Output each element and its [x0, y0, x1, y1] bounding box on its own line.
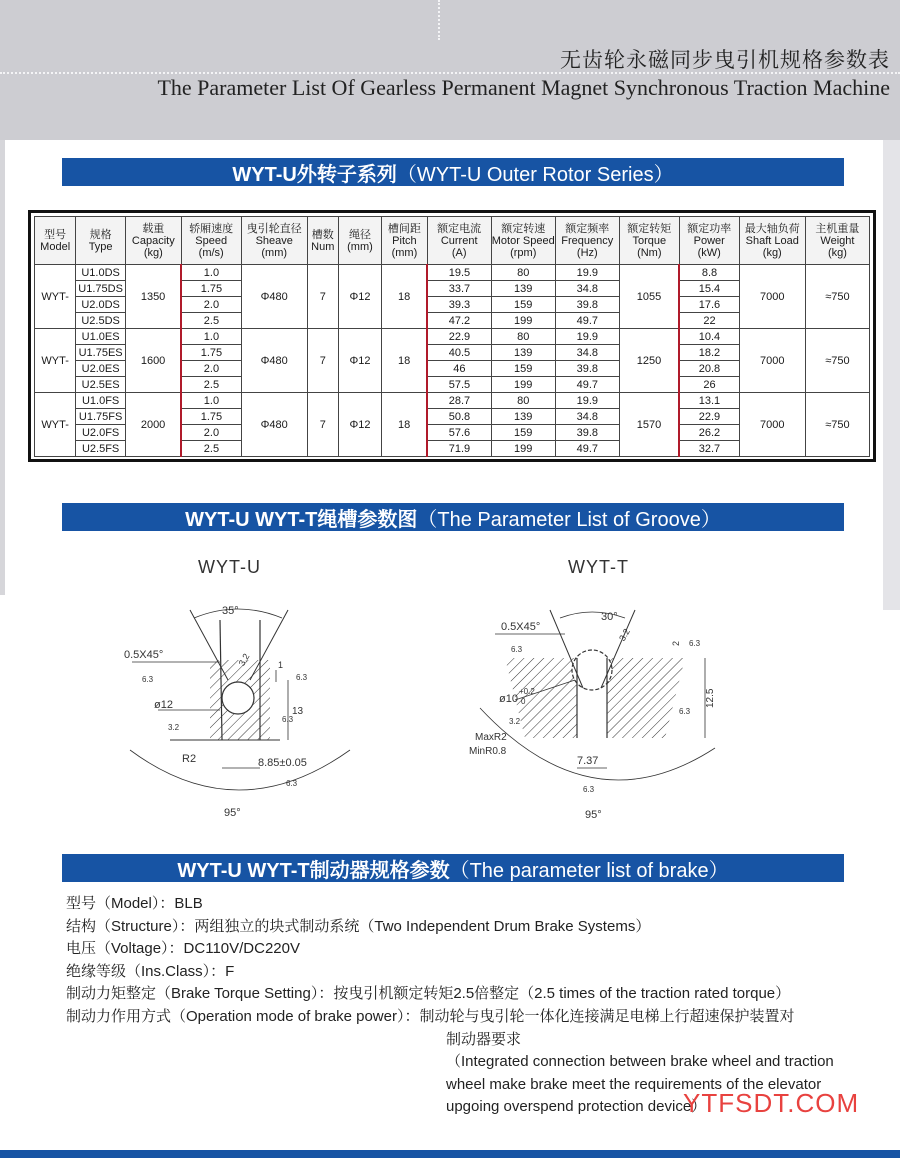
- column-header: [739, 217, 805, 265]
- column-header: [427, 217, 491, 265]
- current-cell: 40.5: [427, 345, 491, 361]
- dim-13-label: 13: [292, 706, 304, 717]
- column-header-line: Weight: [820, 234, 855, 247]
- section-title-rest: （The parameter list of brake）: [449, 859, 729, 882]
- column-header-line: (mm): [391, 246, 418, 259]
- width-label: 8.85±0.05: [258, 757, 307, 769]
- rpm-cell: 159: [491, 361, 555, 377]
- rough-r-label: 3.2: [617, 626, 632, 643]
- current-cell: 19.5: [427, 265, 491, 281]
- angle-arc-bottom: [130, 750, 350, 790]
- rope-cell: Φ12: [338, 265, 381, 329]
- brake-operation-mode: 制动力作用方式（Operation mode of brake power）：制动轮与曳引轮一体化连接满足电梯上行超速保护装置对: [66, 1007, 795, 1025]
- r2-label: R2: [182, 753, 197, 765]
- capacity-cell: 1600: [125, 329, 181, 393]
- diagram-label-wyt-u: WYT-U: [198, 557, 261, 577]
- rough-label: 6.3: [511, 645, 523, 654]
- pitch-cell: 18: [382, 329, 427, 393]
- current-cell: 57.6: [427, 425, 491, 441]
- column-header: [125, 217, 181, 265]
- column-header: [679, 217, 739, 265]
- frequency-cell: 19.9: [555, 265, 619, 281]
- header-band: [0, 0, 900, 140]
- frequency-cell: 49.7: [555, 313, 619, 329]
- column-header-line: 型号: [44, 228, 67, 241]
- rough3-label: 6.3: [679, 707, 691, 716]
- speed-cell: 2.0: [181, 425, 241, 441]
- speed-cell: 2.0: [181, 361, 241, 377]
- column-header: [241, 217, 307, 265]
- speed-cell: 1.75: [181, 345, 241, 361]
- section-title-rest: （The Parameter List of Groove）: [417, 508, 721, 531]
- column-header-line: 额定电流: [437, 222, 482, 235]
- column-header-line: Capacity: [131, 234, 175, 247]
- parameter-table-frame: [28, 210, 876, 462]
- type-cell: U1.75ES: [76, 345, 126, 361]
- current-cell: 39.3: [427, 297, 491, 313]
- rope-circle: [222, 682, 254, 714]
- weight-cell: ≈750: [805, 329, 869, 393]
- capacity-cell: 1350: [125, 265, 181, 329]
- rpm-cell: 139: [491, 409, 555, 425]
- column-header-line: 额定转矩: [627, 222, 672, 235]
- speed-cell: 1.0: [181, 329, 241, 345]
- sheave-cell: Φ480: [241, 329, 307, 393]
- rough3-label: 6.3: [282, 715, 294, 724]
- column-header-line: (rpm): [510, 246, 537, 259]
- frequency-cell: 19.9: [555, 329, 619, 345]
- current-cell: 46: [427, 361, 491, 377]
- power-cell: 8.8: [679, 265, 739, 281]
- column-header: [338, 217, 381, 265]
- type-cell: U1.75DS: [76, 281, 126, 297]
- power-cell: 10.4: [679, 329, 739, 345]
- capacity-cell: 2000: [125, 393, 181, 457]
- column-header: [555, 217, 619, 265]
- tol-upper-label: +0.2: [519, 687, 535, 696]
- column-header-line: 额定频率: [565, 222, 610, 235]
- model-cell: WYT-: [35, 265, 76, 329]
- table-row: [35, 329, 870, 345]
- sheave-cell: Φ480: [241, 265, 307, 329]
- current-cell: 57.5: [427, 377, 491, 393]
- rope-cell: Φ12: [338, 393, 381, 457]
- dia-label: ø12: [154, 699, 173, 711]
- column-header: [619, 217, 679, 265]
- section-brake: [62, 854, 844, 882]
- current-cell: 71.9: [427, 441, 491, 457]
- rough4-label: 6.3: [286, 779, 298, 788]
- column-header-line: (kg): [143, 246, 163, 259]
- type-cell: U2.0DS: [76, 297, 126, 313]
- brake-voltage: 电压（Voltage）：DC110V/DC220V: [66, 940, 300, 958]
- column-header-line: 曳引轮直径: [246, 222, 302, 235]
- column-header-line: (Hz): [576, 246, 598, 259]
- angle-bottom-label: 95°: [224, 807, 241, 819]
- rough-r-label: 3.2: [236, 651, 252, 668]
- angle-top-label: 30°: [601, 611, 618, 623]
- section-title-rest: （WYT-U Outer Rotor Series）: [396, 163, 674, 186]
- column-header-line: 额定转速: [501, 222, 546, 235]
- type-cell: U2.5DS: [76, 313, 126, 329]
- section-outer-rotor: [62, 158, 844, 186]
- column-header-line: Frequency: [561, 234, 614, 247]
- column-header-line: (A): [451, 246, 467, 259]
- speed-cell: 1.0: [181, 265, 241, 281]
- current-cell: 50.8: [427, 409, 491, 425]
- rough2-label: 6.3: [689, 639, 701, 648]
- angle-bottom-label: 95°: [585, 809, 602, 821]
- column-header-line: 最大轴负荷: [744, 222, 800, 235]
- brake-operation-mode-cont: 制动器要求: [446, 1030, 522, 1048]
- table-header-row: [35, 217, 870, 265]
- watermark: YTFSDT.COM: [683, 1088, 860, 1118]
- section-title-bold: WYT-U外转子系列: [232, 163, 397, 186]
- column-header-line: (mm): [261, 246, 288, 259]
- column-header-line: (kg): [762, 246, 782, 259]
- angle-top-label: 35°: [222, 605, 239, 617]
- bottom-rule: [0, 1150, 900, 1158]
- power-cell: 22: [679, 313, 739, 329]
- torque-cell: 1055: [619, 265, 679, 329]
- speed-cell: 2.5: [181, 441, 241, 457]
- brake-structure: 结构（Structure）：两组独立的块式制动系统（Two Independent Drum Brake Systems）: [66, 917, 651, 935]
- angle-line-left: [190, 610, 228, 680]
- column-header-line: 槽间距: [387, 222, 421, 235]
- column-header: [76, 217, 126, 265]
- side-decor-band: [883, 140, 900, 610]
- left-decor-band: [0, 140, 5, 595]
- rough4-label: 6.3: [583, 785, 595, 794]
- power-cell: 22.9: [679, 409, 739, 425]
- table-body: [35, 265, 870, 457]
- groove-num-cell: 7: [307, 329, 338, 393]
- weight-cell: ≈750: [805, 265, 869, 329]
- page-title-en: The Parameter List Of Gearless Permanent Magnet Synchronous Traction Machine: [157, 75, 890, 100]
- current-cell: 28.7: [427, 393, 491, 409]
- power-cell: 26: [679, 377, 739, 393]
- table-row: [35, 265, 870, 281]
- rpm-cell: 80: [491, 393, 555, 409]
- sheave-cell: Φ480: [241, 393, 307, 457]
- power-cell: 15.4: [679, 281, 739, 297]
- frequency-cell: 34.8: [555, 409, 619, 425]
- maxr-label: MaxR2: [475, 732, 507, 743]
- column-header-line: 轿厢速度: [189, 222, 234, 235]
- dim-12-label: 12.5: [705, 688, 716, 708]
- rpm-cell: 80: [491, 265, 555, 281]
- current-cell: 47.2: [427, 313, 491, 329]
- column-header-line: Type: [88, 240, 113, 253]
- column-header-line: Shaft Load: [745, 234, 799, 247]
- rpm-cell: 80: [491, 329, 555, 345]
- chamfer-label: 0.5X45°: [501, 621, 541, 633]
- dim-2-label: 2: [671, 640, 681, 646]
- column-header-line: Num: [311, 240, 335, 253]
- column-header: [35, 217, 76, 265]
- column-header-line: Pitch: [392, 234, 417, 247]
- column-header-line: Motor Speed: [491, 234, 555, 247]
- power-cell: 13.1: [679, 393, 739, 409]
- section-groove: [62, 503, 844, 531]
- current-cell: 33.7: [427, 281, 491, 297]
- shaft-load-cell: 7000: [739, 393, 805, 457]
- torque-cell: 1570: [619, 393, 679, 457]
- frequency-cell: 39.8: [555, 297, 619, 313]
- frequency-cell: 39.8: [555, 425, 619, 441]
- groove-diagram-wyt-u: [110, 590, 370, 830]
- table-row: [35, 393, 870, 409]
- column-header-line: (Nm): [637, 246, 662, 259]
- rough-label: 6.3: [142, 675, 154, 684]
- column-header: [307, 217, 338, 265]
- width-label: 7.37: [577, 755, 599, 767]
- speed-cell: 2.0: [181, 297, 241, 313]
- minr-label: MinR0.8: [469, 746, 507, 757]
- power-cell: 32.7: [679, 441, 739, 457]
- power-cell: 18.2: [679, 345, 739, 361]
- speed-cell: 2.5: [181, 377, 241, 393]
- rpm-cell: 199: [491, 377, 555, 393]
- rpm-cell: 139: [491, 281, 555, 297]
- rope-cell: Φ12: [338, 329, 381, 393]
- rpm-cell: 159: [491, 297, 555, 313]
- column-header: [491, 217, 555, 265]
- rpm-cell: 199: [491, 313, 555, 329]
- speed-cell: 1.75: [181, 409, 241, 425]
- column-header-line: Power: [693, 234, 725, 247]
- frequency-cell: 19.9: [555, 393, 619, 409]
- parameter-table: [34, 216, 870, 457]
- frequency-cell: 49.7: [555, 377, 619, 393]
- groove-num-cell: 7: [307, 265, 338, 329]
- groove-diagram-wyt-t: [465, 598, 725, 828]
- frequency-cell: 39.8: [555, 361, 619, 377]
- column-header-line: (kW): [697, 246, 721, 259]
- column-header-line: (mm): [347, 240, 373, 253]
- power-cell: 20.8: [679, 361, 739, 377]
- column-header-line: 绳径: [348, 228, 371, 241]
- frequency-cell: 49.7: [555, 441, 619, 457]
- tol-lower-label: 0: [521, 697, 526, 706]
- column-header-line: Speed: [195, 234, 228, 247]
- model-cell: WYT-: [35, 329, 76, 393]
- hatch-right: [607, 658, 685, 738]
- speed-cell: 1.0: [181, 393, 241, 409]
- column-header-line: Model: [40, 240, 71, 253]
- type-cell: U2.0ES: [76, 361, 126, 377]
- type-cell: U2.5ES: [76, 377, 126, 393]
- decor-vertical-dots: [438, 0, 440, 40]
- column-header-line: Current: [440, 234, 478, 247]
- rough-dia-label: 3.2: [509, 717, 521, 726]
- shaft-load-cell: 7000: [739, 265, 805, 329]
- column-header-line: 主机重量: [815, 222, 860, 235]
- column-header-line: 规格: [89, 228, 112, 241]
- frequency-cell: 34.8: [555, 345, 619, 361]
- column-header-line: 槽数: [311, 228, 334, 241]
- column-header-line: Torque: [632, 234, 667, 247]
- pitch-cell: 18: [382, 265, 427, 329]
- brake-operation-mode-en1: （Integrated connection between brake wheel and traction: [446, 1053, 834, 1071]
- current-cell: 22.9: [427, 329, 491, 345]
- type-cell: U2.0FS: [76, 425, 126, 441]
- rough2-label: 6.3: [296, 673, 308, 682]
- pitch-cell: 18: [382, 393, 427, 457]
- brake-torque-setting: 制动力矩整定（Brake Torque Setting）：按曳引机额定转矩2.5倍整定（2.5 times of the traction rated torque）: [66, 985, 791, 1003]
- torque-cell: 1250: [619, 329, 679, 393]
- section-title-bold: WYT-U WYT-T制动器规格参数: [177, 859, 450, 882]
- type-cell: U2.5FS: [76, 441, 126, 457]
- chamfer-label: 0.5X45°: [124, 649, 164, 661]
- brake-spec-list: [66, 893, 866, 1119]
- model-cell: WYT-: [35, 393, 76, 457]
- rope-circle: [572, 650, 612, 690]
- rough-dia-label: 3.2: [168, 723, 180, 732]
- section-title-bold: WYT-U WYT-T绳槽参数图: [185, 508, 418, 531]
- brake-operation-mode-en2: wheel make brake meet the requirements of the elevator: [446, 1075, 822, 1093]
- frequency-cell: 34.8: [555, 281, 619, 297]
- rpm-cell: 199: [491, 441, 555, 457]
- speed-cell: 1.75: [181, 281, 241, 297]
- groove-num-cell: 7: [307, 393, 338, 457]
- diagram-label-wyt-t: WYT-T: [568, 557, 629, 577]
- brake-model: 型号（Model）：BLB: [66, 895, 203, 912]
- dim-1-label: 1: [278, 660, 284, 670]
- type-cell: U1.75FS: [76, 409, 126, 425]
- power-cell: 26.2: [679, 425, 739, 441]
- column-header-line: Sheave: [255, 234, 293, 247]
- type-cell: U1.0FS: [76, 393, 126, 409]
- column-header: [382, 217, 427, 265]
- rpm-cell: 139: [491, 345, 555, 361]
- rpm-cell: 159: [491, 425, 555, 441]
- power-cell: 17.6: [679, 297, 739, 313]
- column-header-line: 载重: [142, 222, 165, 235]
- type-cell: U1.0DS: [76, 265, 126, 281]
- column-header: [181, 217, 241, 265]
- weight-cell: ≈750: [805, 393, 869, 457]
- column-header-line: (m/s): [198, 246, 224, 259]
- speed-cell: 2.5: [181, 313, 241, 329]
- brake-operation-mode-en3: upgoing overspend protection device）: [446, 1098, 707, 1116]
- page-title-cn: 无齿轮永磁同步曳引机规格参数表: [560, 48, 890, 72]
- shaft-load-cell: 7000: [739, 329, 805, 393]
- column-header: [805, 217, 869, 265]
- brake-ins-class: 绝缘等级（Ins.Class）：F: [66, 962, 235, 980]
- column-header-line: 额定功率: [687, 222, 732, 235]
- column-header-line: (kg): [827, 246, 847, 259]
- type-cell: U1.0ES: [76, 329, 126, 345]
- dia-label: ø10: [499, 693, 518, 705]
